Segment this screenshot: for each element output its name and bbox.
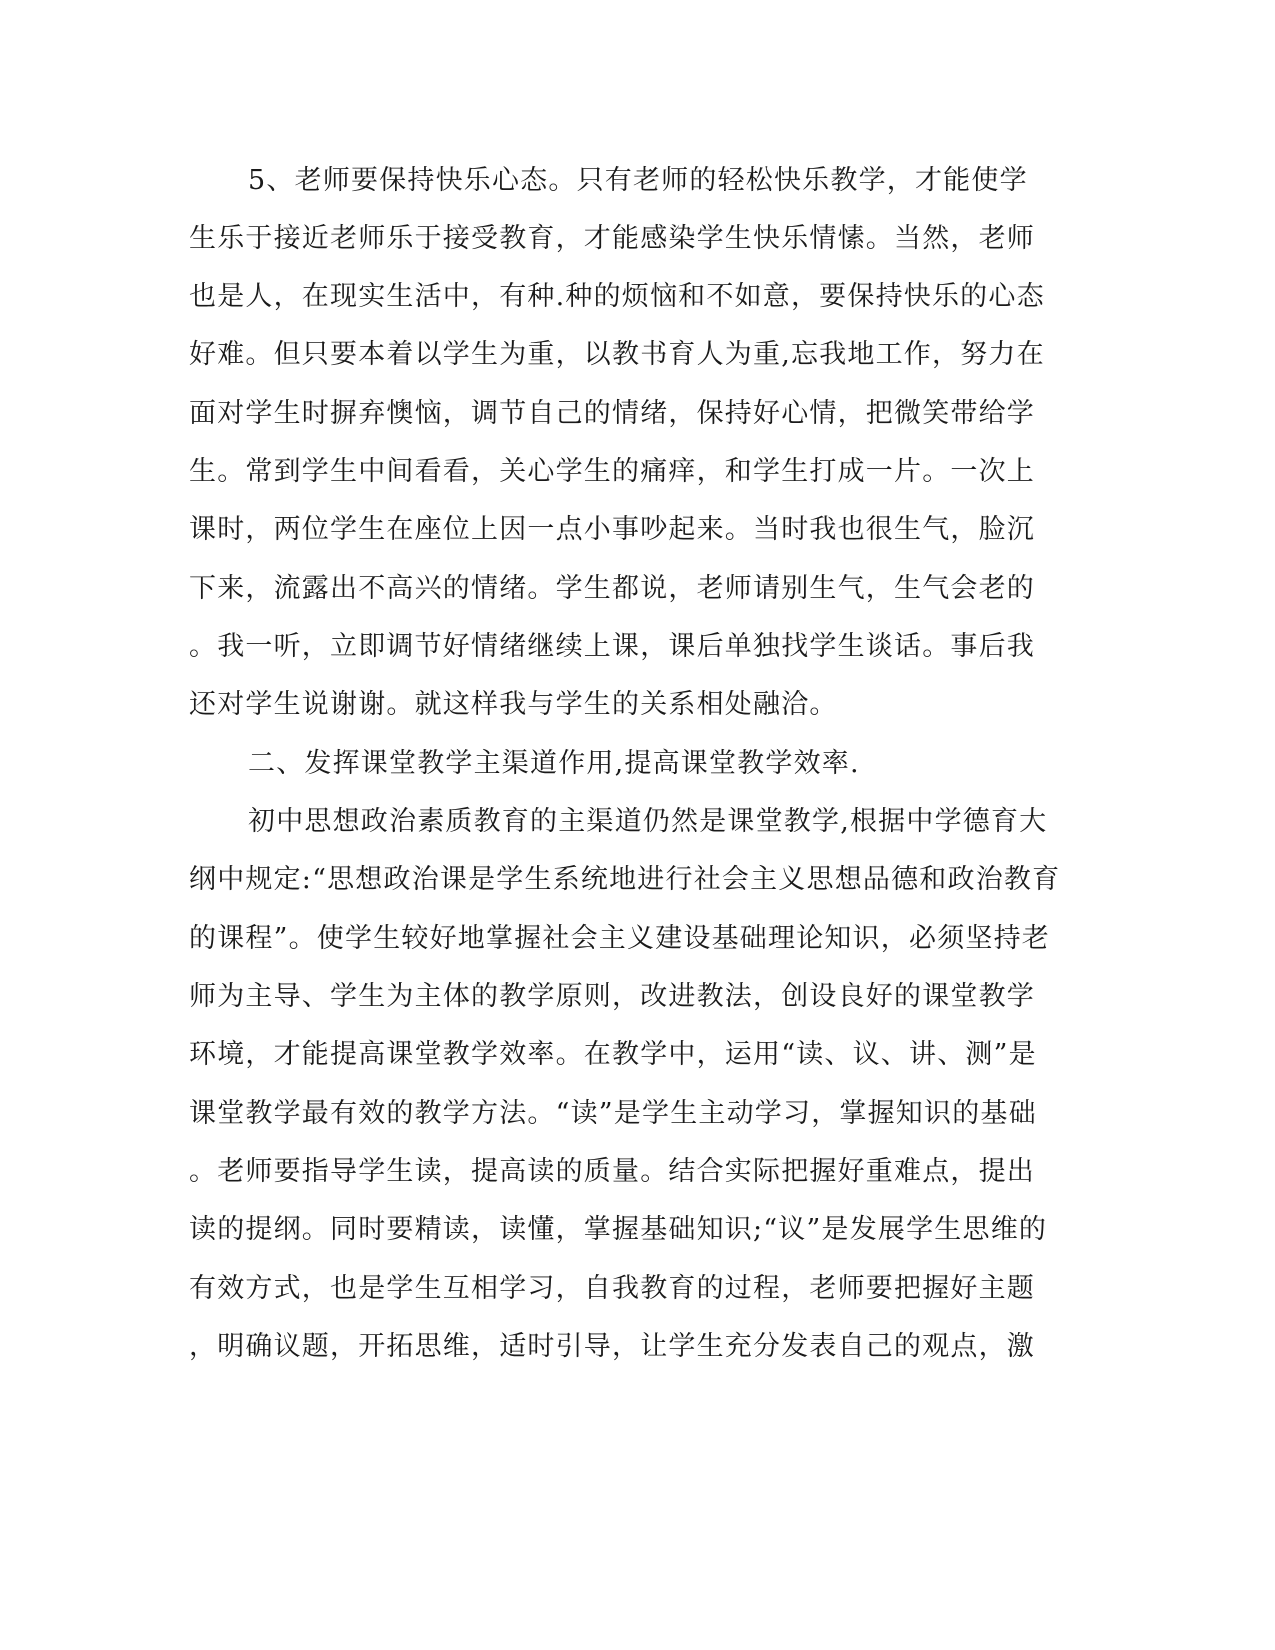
paragraph-2-line-1: 初中思想政治素质教育的主渠道仍然是课堂教学,根据中学德育大	[248, 806, 1048, 837]
paragraph-1-line-5: 面对学生时摒弃懊恼，调节自己的情绪，保持好心情，把微笑带给学	[189, 398, 1035, 429]
paragraph-2-line-10: ，明确议题，开拓思维，适时引导，让学生充分发表自己的观点，激	[189, 1331, 1035, 1362]
section-heading: 二、发挥课堂教学主渠道作用,提高课堂教学效率.	[248, 748, 860, 779]
paragraph-2-line-4: 师为主导、学生为主体的教学原则，改进教法，创设良好的课堂教学	[189, 981, 1035, 1012]
paragraph-1-line-10: 还对学生说谢谢。就这样我与学生的关系相处融洽。	[189, 689, 838, 720]
paragraph-2-line-7: 。老师要指导学生读，提高读的质量。结合实际把握好重难点，提出	[189, 1156, 1035, 1187]
paragraph-1-line-4: 好难。但只要本着以学生为重，以教书育人为重,忘我地工作，努力在	[189, 339, 1045, 370]
paragraph-1-line-2: 生乐于接近老师乐于接受教育，才能感染学生快乐情愫。当然，老师	[189, 223, 1035, 254]
paragraph-2-line-9: 有效方式，也是学生互相学习，自我教育的过程，老师要把握好主题	[189, 1273, 1035, 1304]
paragraph-1-line-8: 下来，流露出不高兴的情绪。学生都说，老师请别生气，生气会老的	[189, 573, 1035, 604]
paragraph-2-line-6: 课堂教学最有效的教学方法。“读”是学生主动学习，掌握知识的基础	[189, 1098, 1037, 1129]
paragraph-1-line-1: 5、老师要保持快乐心态。只有老师的轻松快乐教学，才能使学	[248, 165, 1028, 196]
paragraph-1-line-7: 课时，两位学生在座位上因一点小事吵起来。当时我也很生气，脸沉	[189, 514, 1035, 545]
paragraph-2-line-3: 的课程”。使学生较好地掌握社会主义建设基础理论知识，必须坚持老	[189, 923, 1051, 954]
paragraph-1-line-9: 。我一听，立即调节好情绪继续上课，课后单独找学生谈话。事后我	[189, 631, 1035, 662]
paragraph-1-line-3: 也是人，在现实生活中，有种.种的烦恼和不如意，要保持快乐的心态	[189, 281, 1045, 312]
paragraph-2-line-2: 纲中规定:“思想政治课是学生系统地进行社会主义思想品德和政治教育	[189, 864, 1061, 895]
paragraph-2-line-8: 读的提纲。同时要精读，读懂，掌握基础知识;“议”是发展学生思维的	[189, 1214, 1048, 1245]
paragraph-2-line-5: 环境，才能提高课堂教学效率。在教学中，运用“读、议、讲、测”是	[189, 1039, 1037, 1070]
paragraph-1-line-6: 生。常到学生中间看看，关心学生的痛痒，和学生打成一片。一次上	[189, 456, 1035, 487]
